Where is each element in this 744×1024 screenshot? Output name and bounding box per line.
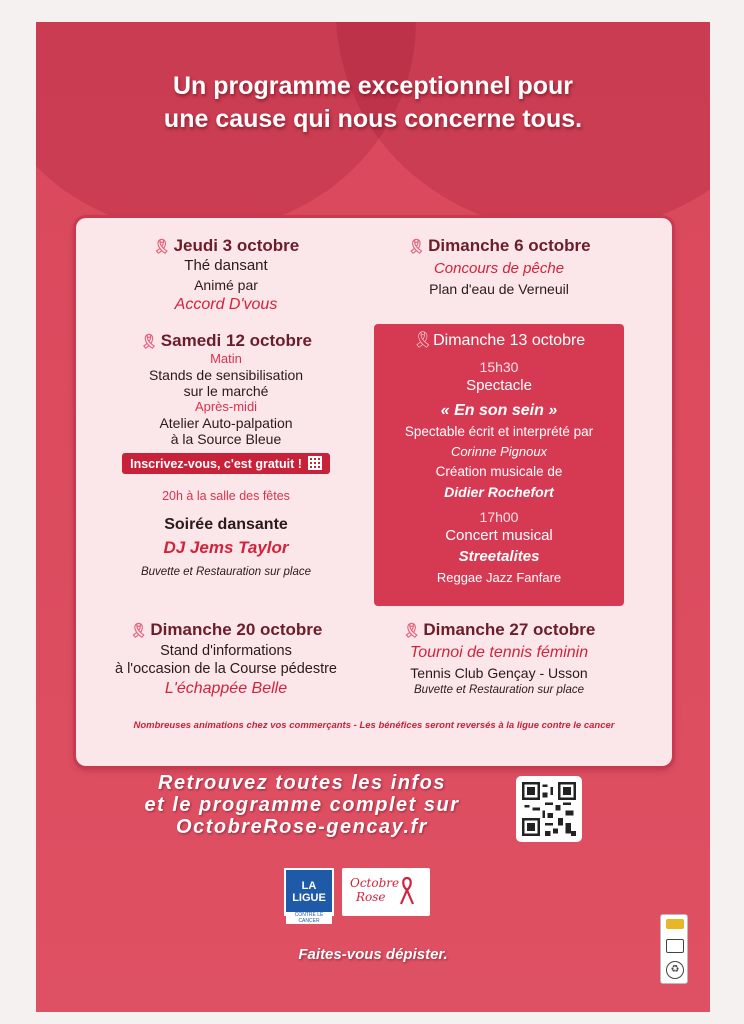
event-title: Tournoi de tennis féminin — [409, 644, 589, 661]
info-line-2: et le programme complet sur — [144, 794, 460, 816]
pink-ribbon-icon — [398, 876, 416, 906]
event-day: Dimanche 6 octobre — [428, 236, 591, 255]
event-artist: Accord D'vous — [174, 296, 278, 313]
event-subtitle: Animé par — [194, 277, 258, 293]
dj-name: DJ Jems Taylor — [163, 538, 289, 557]
event-line-1: Stand d'informations — [160, 643, 292, 659]
matin-line-2: sur le marché — [183, 383, 269, 399]
apres-midi-line-2: à la Source Bleue — [170, 431, 282, 447]
rose-logo-line-2: Rose — [356, 890, 386, 904]
event-club: Tennis Club Gençay - Usson — [410, 665, 588, 681]
event-name: L'échappée Belle — [164, 680, 288, 697]
panel-footer: Nombreuses animations chez vos commerçants - Les bénéfices seront reversés à la ligue contre le cancer — [133, 720, 615, 731]
apres-midi-line-1: Atelier Auto-palpation — [159, 415, 293, 431]
info-line-1: Retrouvez toutes les infos — [158, 772, 446, 794]
website-link[interactable]: OctobreRose-gencay.fr — [176, 816, 428, 838]
signup-label: Inscrivez-vous, c'est gratuit ! — [130, 457, 302, 471]
buvette-note: Buvette et Restauration sur place — [413, 684, 585, 696]
matin-label: Matin — [210, 351, 242, 366]
event-dimanche-27 — [374, 620, 624, 698]
la-ligue-logo — [284, 868, 334, 924]
ribbon-icon: 🎗 — [407, 238, 426, 254]
event-dimanche-13 — [374, 324, 624, 606]
info-block — [92, 772, 512, 838]
show-author: Corinne Pignoux — [450, 444, 548, 459]
ribbon-icon: 🎗 — [129, 622, 148, 638]
recycling-logos — [660, 914, 688, 984]
octobre-rose-logo — [342, 868, 430, 916]
event-jeudi-3 — [96, 236, 356, 316]
type-2: Concert musical — [445, 527, 553, 544]
show-composer: Didier Rochefort — [444, 484, 554, 500]
headline-line-1: Un programme exceptionnel pour — [172, 72, 574, 100]
event-title: Concours de pêche — [433, 260, 565, 277]
event-day: Samedi 12 octobre — [160, 331, 312, 350]
event-line-2: à l'occasion de la Course pédestre — [114, 661, 337, 677]
show-line-2: Création musicale de — [435, 464, 563, 479]
signup-button[interactable] — [122, 453, 330, 474]
rose-logo-line-1: Octobre — [350, 876, 400, 890]
band-genre: Reggae Jazz Fanfare — [436, 570, 562, 585]
program-panel — [76, 218, 672, 766]
poster — [36, 22, 710, 1012]
tagline: Faites-vous dépister. — [298, 946, 448, 963]
event-day: Dimanche 20 octobre — [150, 620, 323, 639]
ribbon-icon: 🎗 — [402, 622, 421, 638]
buvette-note: Buvette et Restauration sur place — [140, 566, 312, 578]
qr-code-icon — [308, 456, 322, 470]
triman-icon — [666, 939, 684, 953]
ribbon-icon: 🎗 — [140, 333, 158, 349]
qr-code[interactable] — [516, 776, 582, 842]
print-label-icon — [666, 919, 684, 929]
ribbon-icon: 🎗 — [412, 332, 434, 349]
band-name: Streetalites — [458, 548, 540, 565]
soiree-title: Soirée dansante — [164, 516, 288, 533]
show-title: « En son sein » — [440, 402, 558, 419]
recycle-icon: ♻ — [666, 961, 684, 979]
soiree-time: 20h à la salle des fêtes — [162, 489, 290, 503]
event-day: Jeudi 3 octobre — [173, 236, 300, 255]
time-2: 17h00 — [479, 509, 519, 525]
event-day: Dimanche 27 octobre — [423, 620, 596, 639]
qr-code-icon — [522, 782, 576, 836]
event-day: Dimanche 13 octobre — [433, 332, 586, 349]
event-place: Plan d'eau de Verneuil — [429, 281, 569, 297]
show-line-1: Spectable écrit et interprété par — [404, 424, 594, 439]
ligue-logo-text: LA LIGUE — [292, 880, 326, 904]
event-dimanche-20 — [96, 620, 356, 700]
matin-line-1: Stands de sensibilisation — [148, 367, 304, 383]
time-1: 15h30 — [479, 359, 519, 375]
ligue-logo-subtext: CONTRE LE CANCER — [286, 912, 332, 924]
headline-line-2: une cause qui nous concerne tous. — [163, 105, 583, 133]
headline — [36, 70, 710, 136]
type-1: Spectacle — [466, 377, 532, 394]
event-samedi-12 — [96, 331, 356, 580]
event-title: Thé dansant — [184, 257, 268, 274]
event-dimanche-6 — [374, 236, 624, 298]
ribbon-icon: 🎗 — [152, 238, 171, 254]
apres-midi-label: Après-midi — [194, 399, 258, 414]
